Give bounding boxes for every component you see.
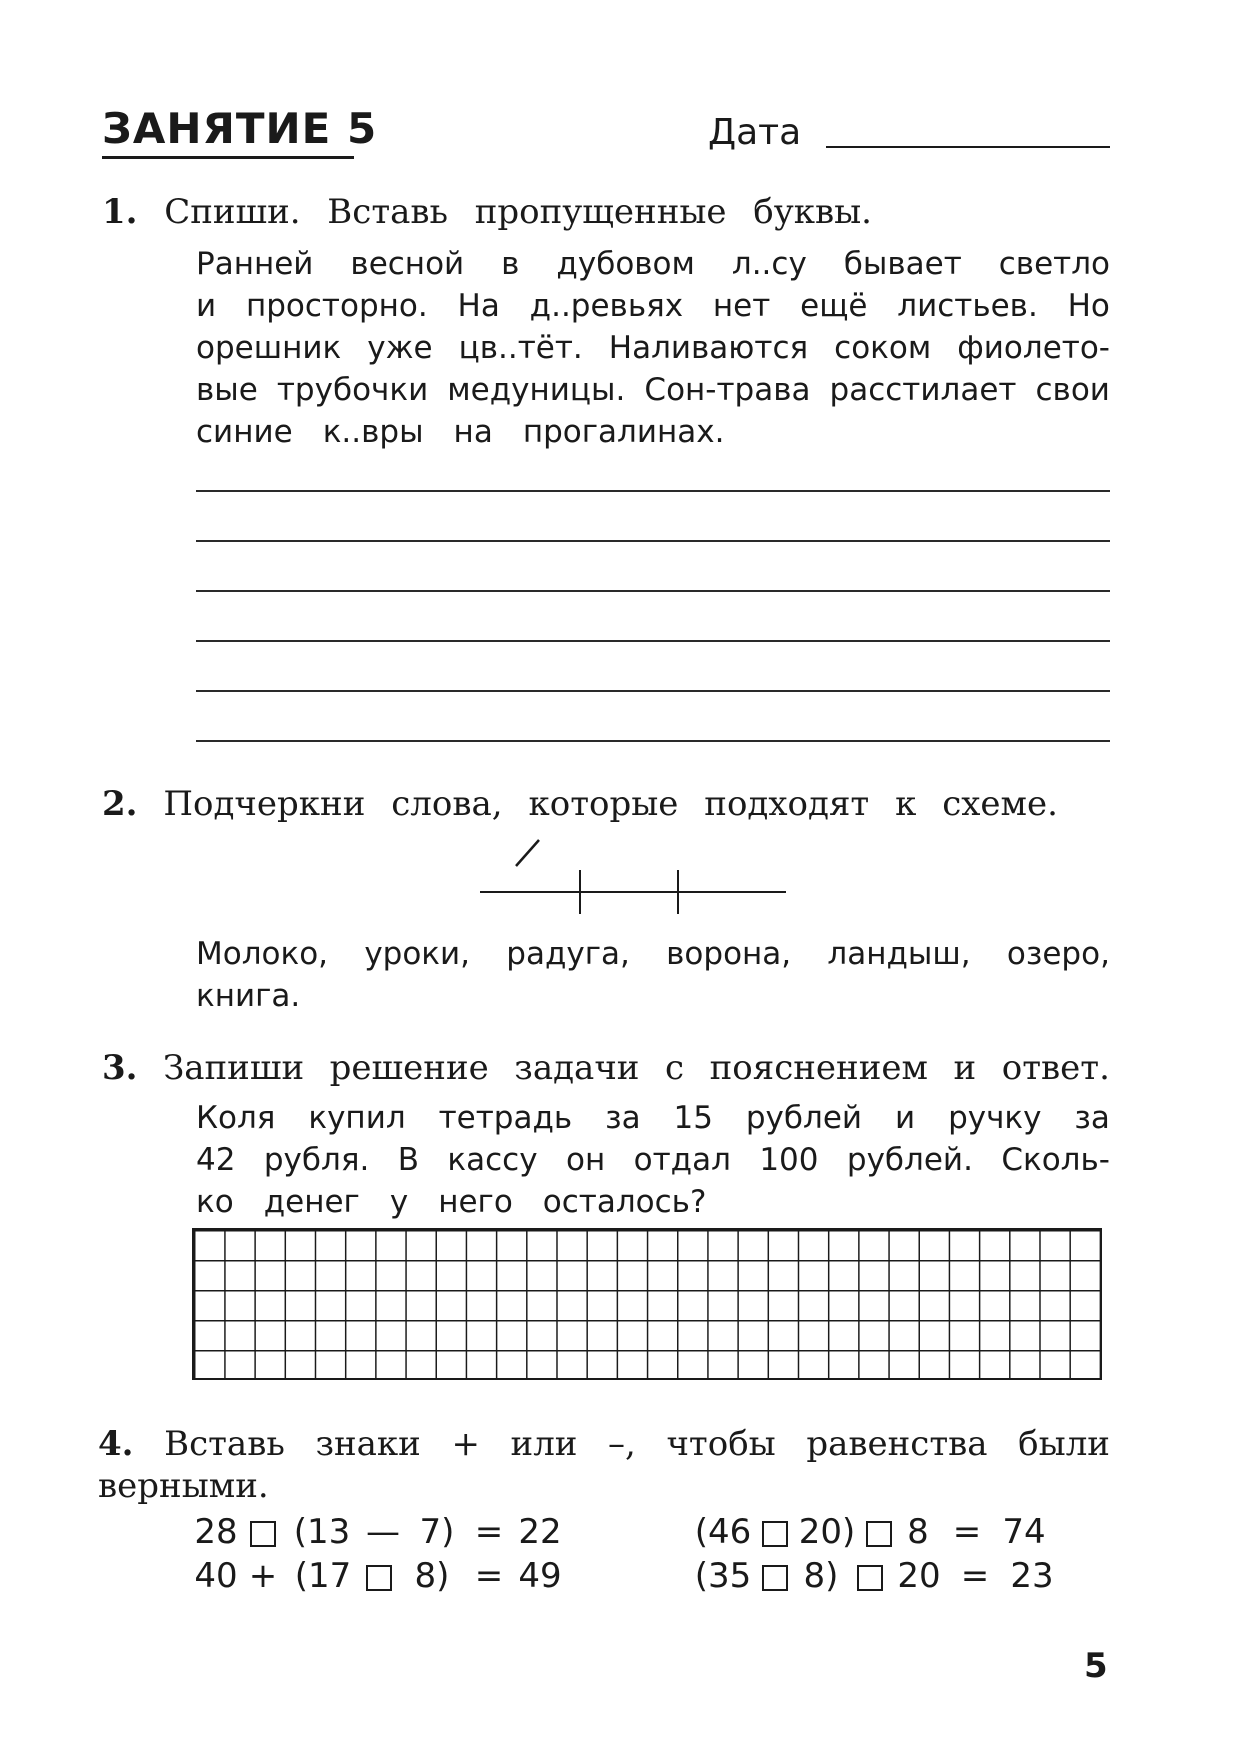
text-word: 100 <box>759 1142 819 1178</box>
eq-number: (17 <box>294 1556 352 1596</box>
instruction-word: и <box>953 1048 977 1088</box>
text-word: Наливаются <box>608 330 809 366</box>
eq-equals: = <box>952 1512 982 1552</box>
text-word: фиолето- <box>957 330 1110 366</box>
instruction-word: буквы. <box>753 192 872 232</box>
text-word: светло <box>998 246 1110 282</box>
word-option[interactable]: книга. <box>196 978 301 1014</box>
text-word: медуницы. <box>447 372 626 408</box>
word-option[interactable]: радуга, <box>506 936 630 972</box>
instruction-word: ответ. <box>1001 1048 1110 1088</box>
eq-number: 20) <box>798 1512 856 1552</box>
text-word: на <box>453 414 493 450</box>
text-word: цв..тёт. <box>458 330 583 366</box>
text-word: кассу <box>447 1142 538 1178</box>
instruction-word: к <box>895 784 917 824</box>
instruction-word: Вставь <box>327 192 449 232</box>
instruction-word: Спиши. <box>164 192 301 232</box>
text-word: тетрадь <box>438 1100 573 1136</box>
equation-4 <box>692 1556 1058 1596</box>
word-option[interactable]: Молоко, <box>196 936 329 972</box>
text-word: купил <box>308 1100 406 1136</box>
text-word: свои <box>1035 372 1110 408</box>
equation-3 <box>194 1556 566 1596</box>
eq-result: 23 <box>1010 1556 1054 1596</box>
writing-line[interactable] <box>196 640 1110 642</box>
sign-box[interactable] <box>866 1521 892 1547</box>
eq-number: (35 <box>694 1556 752 1596</box>
text-word: вые <box>196 372 258 408</box>
title-underline <box>102 156 354 159</box>
text-word: в <box>501 246 520 282</box>
text-word: д..ревьях <box>529 288 684 324</box>
answer-grid[interactable] <box>192 1228 1102 1380</box>
text-word: В <box>397 1142 420 1178</box>
text-word: рублей. <box>846 1142 973 1178</box>
text-word: соком <box>834 330 932 366</box>
task1-number: 1. <box>102 192 138 232</box>
task1-text-line-5 <box>196 414 1110 450</box>
task1-text-line-2 <box>196 288 1110 324</box>
text-word: и <box>196 288 217 324</box>
date-input-line[interactable] <box>826 146 1110 148</box>
eq-sign: + <box>248 1556 278 1596</box>
instruction-word: с <box>665 1048 685 1088</box>
text-word: Сон-трава <box>644 372 811 408</box>
text-word: него <box>438 1184 513 1220</box>
text-word: за <box>1074 1100 1110 1136</box>
instruction-word: Подчеркни <box>163 784 366 824</box>
text-word: просторно. <box>245 288 428 324</box>
eq-equals: = <box>474 1556 504 1596</box>
text-word: ручку <box>948 1100 1042 1136</box>
writing-line[interactable] <box>196 690 1110 692</box>
eq-sign: — <box>366 1512 400 1552</box>
eq-equals: = <box>960 1556 990 1596</box>
text-word: дубовом <box>556 246 695 282</box>
instruction-word: решение <box>329 1048 489 1088</box>
task1-text-line-4 <box>196 372 1110 408</box>
instruction-word: схеме. <box>942 784 1058 824</box>
text-word: он <box>565 1142 606 1178</box>
sign-box[interactable] <box>762 1521 788 1547</box>
instruction-word: чтобы <box>666 1424 776 1464</box>
task3-text-line-1 <box>196 1100 1110 1136</box>
text-word: к..вры <box>322 414 424 450</box>
instruction-word: подходят <box>704 784 870 824</box>
text-word: рублей <box>745 1100 863 1136</box>
eq-result: 22 <box>518 1512 562 1552</box>
eq-result: 49 <box>518 1556 562 1596</box>
eq-number: 8 <box>907 1512 929 1552</box>
text-word: синие <box>196 414 293 450</box>
text-word: Но <box>1067 288 1110 324</box>
eq-number: 40 <box>194 1556 238 1596</box>
sign-box[interactable] <box>762 1565 788 1591</box>
text-word: листьев. <box>897 288 1038 324</box>
equation-2 <box>692 1512 1050 1552</box>
word-option[interactable]: ворона, <box>666 936 792 972</box>
instruction-word: пояснением <box>709 1048 928 1088</box>
instruction-word: знаки <box>315 1424 421 1464</box>
date-label: Дата <box>708 112 802 153</box>
instruction-word: верными. <box>98 1466 269 1506</box>
sign-box[interactable] <box>366 1565 392 1591</box>
text-word: 15 <box>673 1100 713 1136</box>
text-word: и <box>894 1100 916 1136</box>
text-word: нет <box>712 288 771 324</box>
task1-text-line-1 <box>196 246 1110 282</box>
eq-result: 74 <box>1002 1512 1046 1552</box>
text-word: отдал <box>633 1142 731 1178</box>
eq-equals: = <box>474 1512 504 1552</box>
task2-number: 2. <box>102 784 138 824</box>
word-option[interactable]: озеро, <box>1006 936 1110 972</box>
task4-instruction-line-2 <box>98 1466 269 1506</box>
instruction-word: задачи <box>514 1048 640 1088</box>
eq-number: 28 <box>194 1512 238 1552</box>
writing-line[interactable] <box>196 540 1110 542</box>
task4-number: 4. <box>98 1424 134 1464</box>
text-word: трубочки <box>276 372 429 408</box>
text-word: осталось? <box>542 1184 707 1220</box>
sign-box[interactable] <box>857 1565 883 1591</box>
task1-instruction <box>102 192 872 232</box>
sign-box[interactable] <box>250 1521 276 1547</box>
text-word: денег <box>263 1184 360 1220</box>
writing-line[interactable] <box>196 490 1110 492</box>
word-option[interactable]: уроки, <box>364 936 471 972</box>
task3-text-line-2 <box>196 1142 1110 1178</box>
text-word: бывает <box>843 246 962 282</box>
instruction-word: слова, <box>391 784 503 824</box>
eq-number: 7) <box>419 1512 455 1552</box>
text-word: Ранней <box>196 246 314 282</box>
eq-number: 20 <box>897 1556 941 1596</box>
equation-1 <box>194 1512 566 1552</box>
task1-text-line-3 <box>196 330 1110 366</box>
eq-number: 8) <box>803 1556 839 1596</box>
task2-words-line-1 <box>196 936 1110 972</box>
text-word: ко <box>196 1184 234 1220</box>
eq-number: 8) <box>414 1556 450 1596</box>
task2-words-line-2 <box>196 978 1110 1014</box>
task4-instruction-line-1 <box>98 1424 1110 1464</box>
instruction-word: которые <box>528 784 679 824</box>
writing-line[interactable] <box>196 740 1110 742</box>
text-word: орешник <box>196 330 342 366</box>
text-word: ещё <box>800 288 868 324</box>
text-word: 42 <box>196 1142 236 1178</box>
text-word: у <box>389 1184 409 1220</box>
instruction-word: равенства <box>806 1424 988 1464</box>
task3-instruction <box>102 1048 1110 1088</box>
instruction-word: Вставь <box>164 1424 285 1464</box>
text-word: весной <box>350 246 465 282</box>
text-word: Коля <box>196 1100 276 1136</box>
text-word: прогалинах. <box>522 414 725 450</box>
eq-number: (13 <box>293 1512 351 1552</box>
word-option[interactable]: ландыш, <box>827 936 971 972</box>
lesson-title: ЗАНЯТИЕ 5 <box>102 104 378 153</box>
stress-mark <box>516 840 539 866</box>
instruction-word: + <box>451 1424 480 1464</box>
task3-number: 3. <box>102 1048 138 1088</box>
text-word: уже <box>367 330 433 366</box>
text-word: Сколь- <box>1001 1142 1110 1178</box>
task2-instruction <box>102 784 1058 824</box>
text-word: расстилает <box>829 372 1017 408</box>
instruction-word: –, <box>608 1424 636 1464</box>
syllable-stress-scheme <box>470 830 800 930</box>
instruction-word: Запиши <box>163 1048 305 1088</box>
eq-number: (46 <box>694 1512 752 1552</box>
text-word: за <box>605 1100 641 1136</box>
page-number: 5 <box>1084 1646 1108 1686</box>
instruction-word: были <box>1018 1424 1110 1464</box>
instruction-word: пропущенные <box>474 192 727 232</box>
instruction-word: или <box>510 1424 578 1464</box>
text-word: л..су <box>731 246 807 282</box>
text-word: На <box>457 288 500 324</box>
text-word: рубля. <box>263 1142 370 1178</box>
task3-text-line-3 <box>196 1184 1110 1220</box>
writing-line[interactable] <box>196 590 1110 592</box>
